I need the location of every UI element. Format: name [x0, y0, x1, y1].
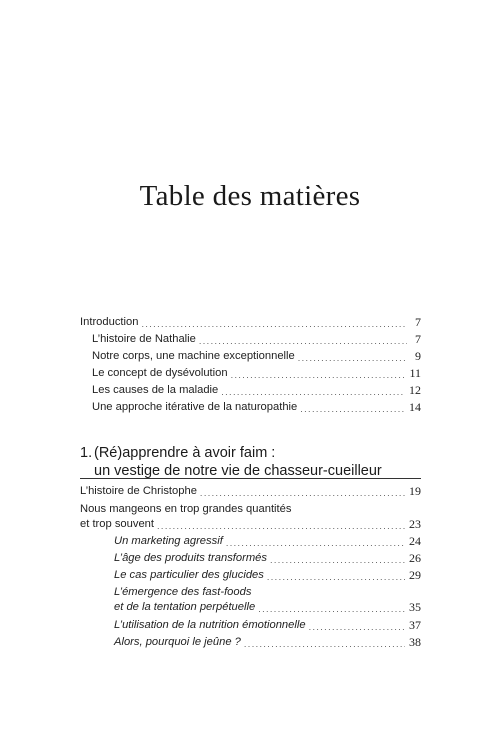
toc-entry-label-line-1: Nous mangeons en trop grandes quantités [80, 503, 292, 515]
toc-page-number: 7 [415, 315, 421, 329]
toc-entry-dysevolution[interactable] [80, 363, 421, 380]
chapter-divider [80, 478, 421, 479]
toc-entry-histoire-nathalie[interactable] [80, 329, 421, 346]
leader-dots [199, 336, 407, 346]
toc-entry-pourquoi-jeune[interactable] [80, 632, 421, 649]
toc-page-number: 9 [415, 349, 421, 363]
toc-page-number: 38 [409, 635, 421, 649]
leader-dots [200, 488, 405, 498]
toc-entry-label: Alors, pourquoi le jeûne ? [114, 636, 241, 648]
toc-page-number: 29 [409, 568, 421, 582]
toc-entry-label-line-2: et de la tentation perpétuelle [114, 601, 256, 613]
toc-entry-histoire-christophe[interactable] [80, 482, 421, 498]
toc-entry-label: L’histoire de Christophe [80, 485, 197, 497]
toc-page-number: 14 [409, 400, 421, 414]
toc-introduction-section [80, 312, 421, 414]
toc-page-number: 35 [409, 600, 421, 614]
toc-page-number: 12 [409, 383, 421, 397]
toc-entry-label: Une approche itérative de la naturopathie [92, 401, 298, 413]
toc-chapter-1-section [80, 482, 421, 649]
chapter-title-line-2: un vestige de notre vie de chasseur-cueilleur [94, 463, 382, 479]
chapter-number: 1. [80, 445, 93, 461]
toc-entry-nous-mangeons[interactable] [80, 502, 421, 531]
toc-entry-label: L’histoire de Nathalie [92, 333, 196, 345]
leader-dots [270, 555, 405, 565]
toc-entry-label: Notre corps, une machine exceptionnelle [92, 350, 295, 362]
leader-dots [258, 604, 405, 614]
toc-entry-label: Le concept de dysévolution [92, 367, 228, 379]
toc-entry-label: Un marketing agressif [114, 535, 223, 547]
toc-entry-label: L’âge des produits transformés [114, 552, 267, 564]
leader-dots [231, 370, 406, 380]
toc-page-number: 26 [409, 551, 421, 565]
toc-entry-causes-maladie[interactable] [80, 380, 421, 397]
toc-entry-nutrition-emotionnelle[interactable] [80, 614, 421, 632]
toc-page-number: 7 [415, 332, 421, 346]
toc-page-number: 23 [409, 517, 421, 531]
toc-entry-fast-foods[interactable] [80, 585, 421, 614]
toc-page-number: 11 [409, 366, 421, 380]
leader-dots [221, 387, 405, 397]
chapter-heading[interactable] [80, 444, 421, 480]
toc-entry-notre-corps[interactable] [80, 346, 421, 363]
chapter-title-line-1: (Ré)apprendre à avoir faim : [94, 445, 276, 461]
leader-dots [298, 353, 407, 363]
leader-dots [309, 622, 405, 632]
toc-entry-label-line-2: et trop souvent [80, 518, 155, 530]
toc-entry-introduction[interactable] [80, 312, 421, 329]
leader-dots [226, 538, 405, 548]
toc-page-number: 37 [409, 618, 421, 632]
toc-page-number: 24 [409, 534, 421, 548]
leader-dots [244, 639, 405, 649]
toc-entry-label-line-1: L’émergence des fast-foods [114, 586, 252, 598]
leader-dots [267, 572, 405, 582]
toc-entry-approche-iterative[interactable] [80, 397, 421, 414]
page-title: Table des matières [139, 180, 361, 212]
leader-dots [141, 319, 407, 329]
leader-dots [300, 404, 405, 414]
toc-entry-marketing-agressif[interactable] [80, 531, 421, 548]
toc-entry-produits-transformes[interactable] [80, 548, 421, 565]
toc-entry-label: L’utilisation de la nutrition émotionnelle [114, 619, 306, 631]
toc-entry-label: Les causes de la maladie [92, 384, 219, 396]
toc-page-number: 19 [409, 484, 421, 498]
toc-entry-label: Le cas particulier des glucides [114, 569, 264, 581]
leader-dots [157, 521, 405, 531]
toc-entry-label: Introduction [80, 316, 139, 328]
toc-entry-glucides[interactable] [80, 565, 421, 582]
